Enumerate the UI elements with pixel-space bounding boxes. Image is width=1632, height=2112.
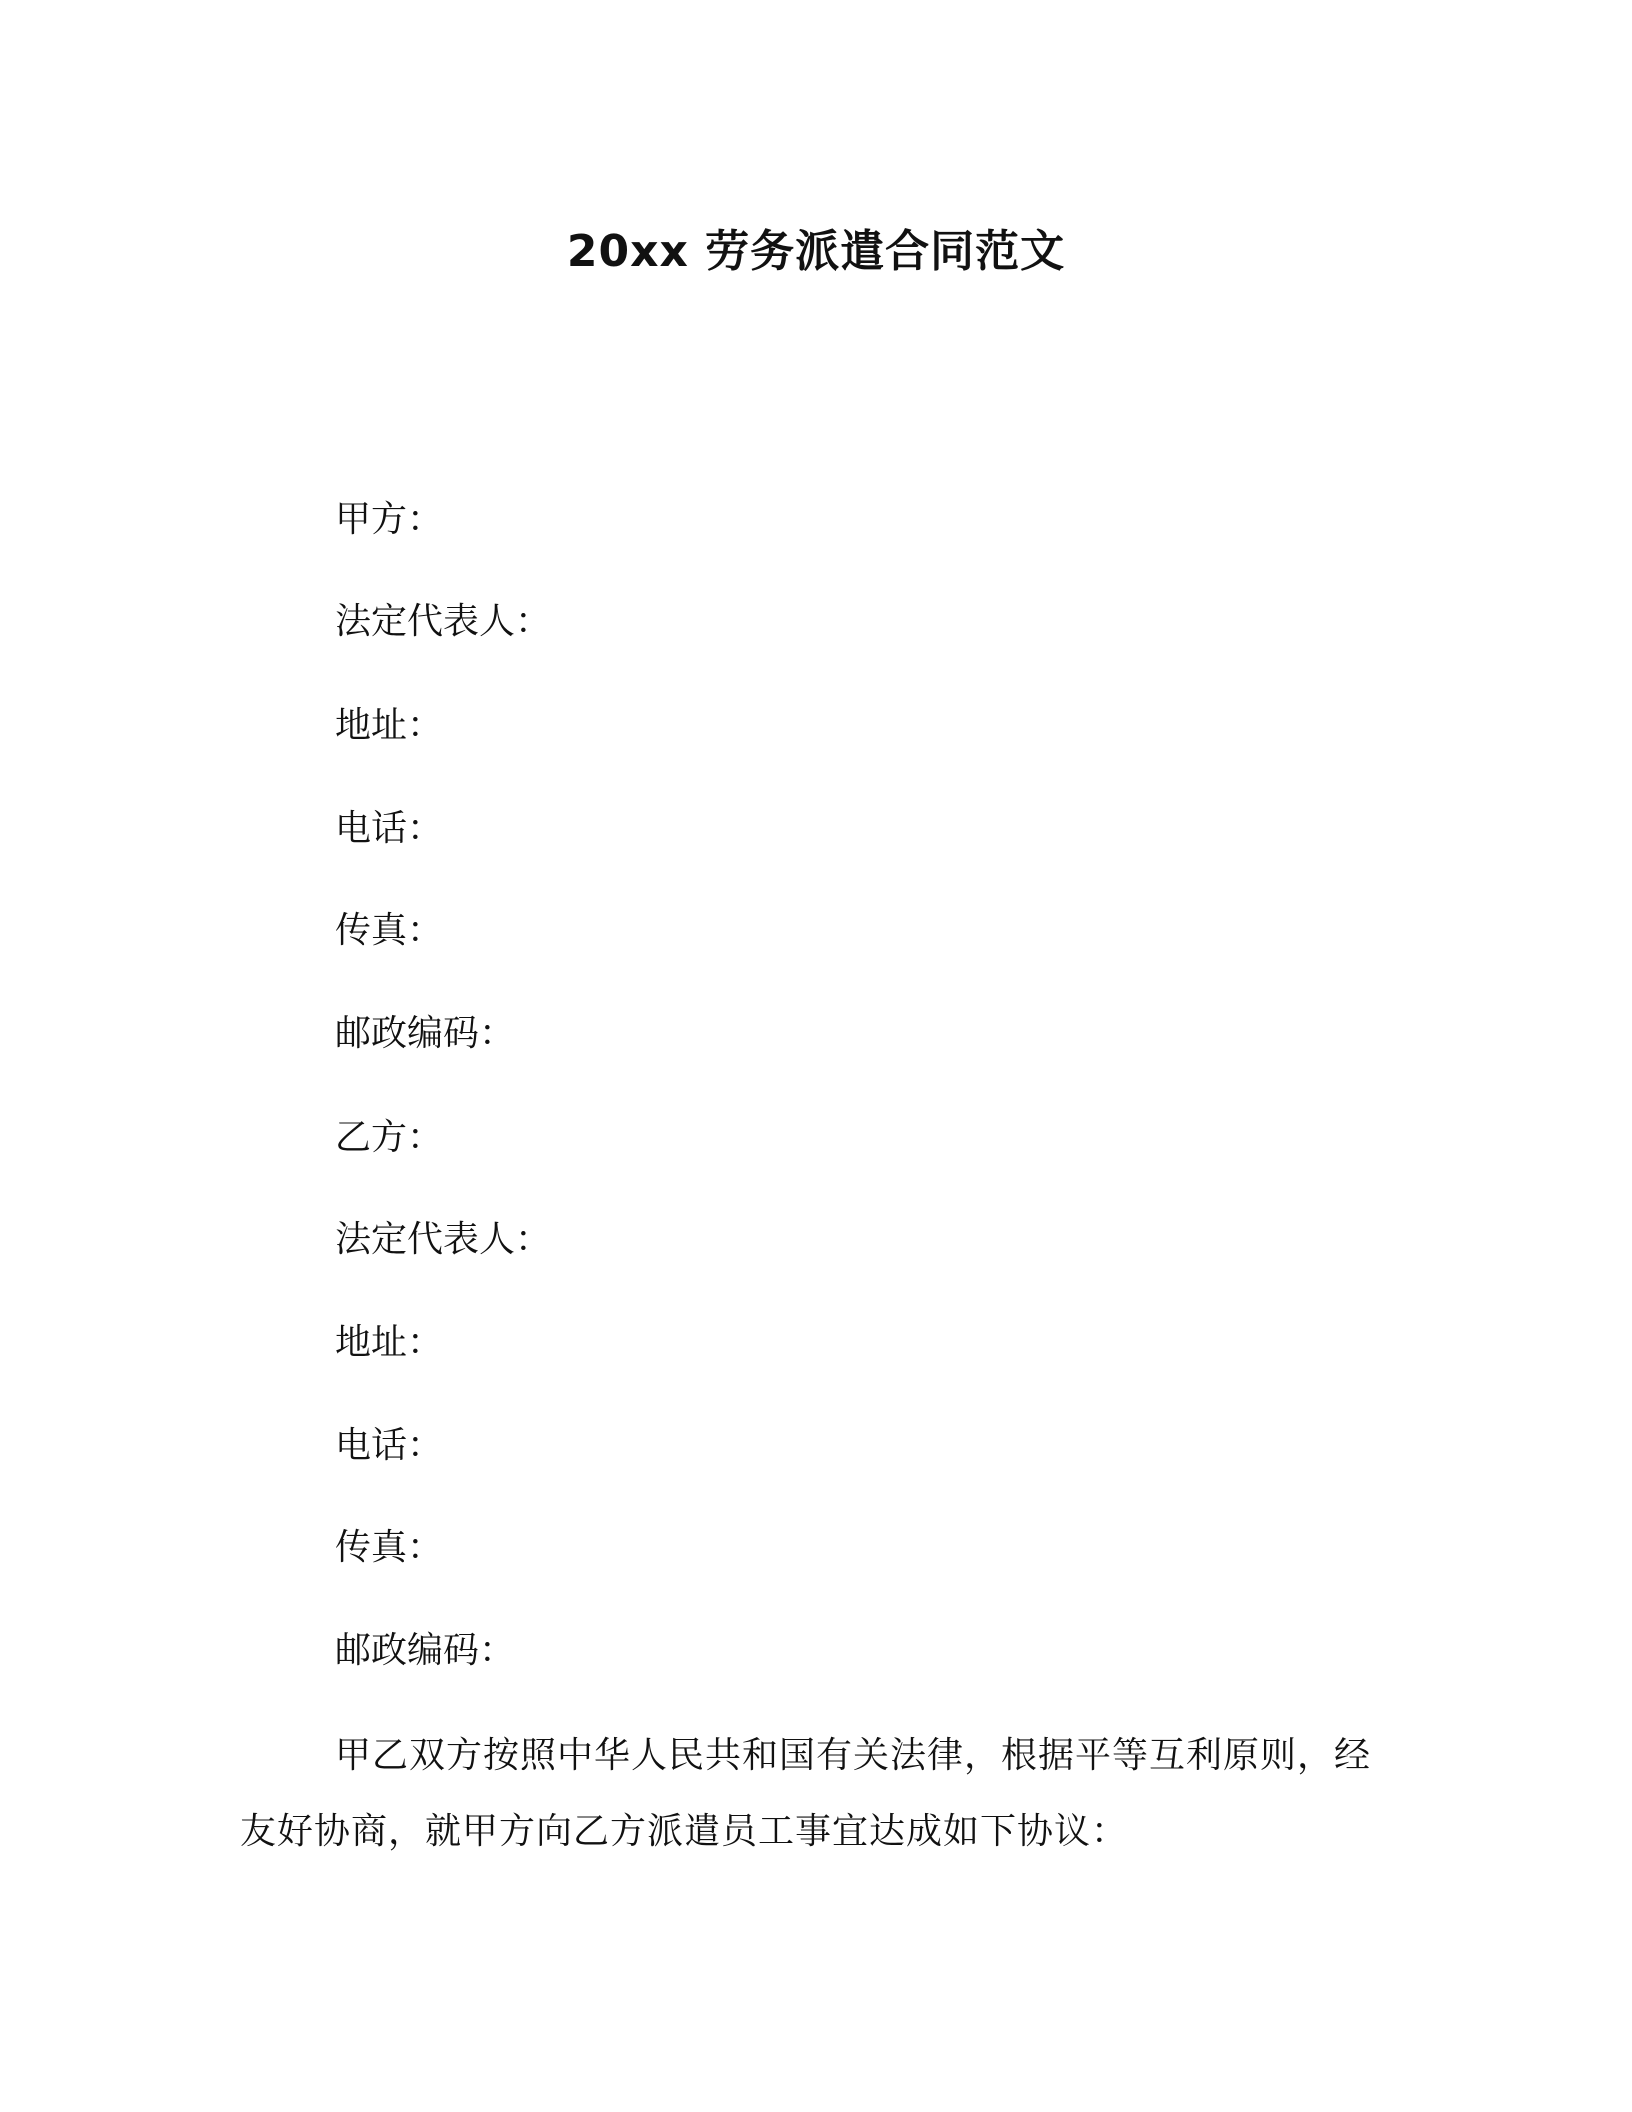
party-b-address-label: 地址：: [335, 1322, 444, 1363]
party-a-postal-code-label: 邮政编码：: [335, 1013, 516, 1054]
party-a-representative-label: 法定代表人：: [335, 601, 552, 642]
party-b-representative-label: 法定代表人：: [335, 1219, 552, 1260]
party-a-address-label: 地址：: [335, 705, 444, 746]
party-a-label: 甲方：: [335, 499, 444, 540]
party-a-phone-label: 电话：: [335, 808, 444, 849]
party-b-postal-code-label: 邮政编码：: [335, 1630, 516, 1671]
party-b-phone-label: 电话：: [335, 1425, 444, 1466]
party-b-fax-label: 传真：: [335, 1527, 444, 1568]
party-a-fax-label: 传真：: [335, 910, 444, 951]
party-b-label: 乙方：: [335, 1117, 444, 1158]
intro-paragraph: 甲乙双方按照中华人民共和国有关法律，根据平等互利原则，经友好协商，就甲方向乙方派遣员工事宜达成如下协议：: [240, 1735, 1372, 1852]
document-title: 20xx 劳务派遣合同范文: [566, 226, 1066, 277]
